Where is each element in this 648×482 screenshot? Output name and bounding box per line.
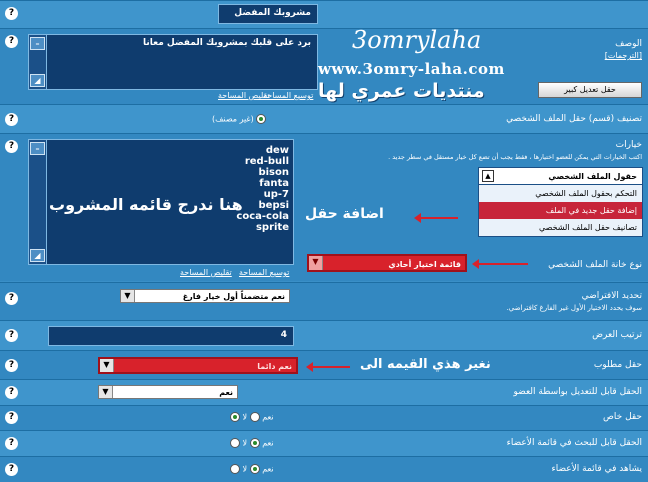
field-type-label: نوع خانة الملف الشخصي <box>548 260 642 270</box>
menu-item-add-field[interactable]: إضافة حقل جديد في الملف <box>479 202 642 219</box>
yes-radio[interactable] <box>250 412 260 422</box>
no-radio[interactable] <box>230 464 240 474</box>
expand-area-link[interactable]: توسيع المساحة <box>263 91 314 100</box>
option-item: up-7 <box>263 189 289 200</box>
help-icon[interactable]: ? <box>5 411 18 424</box>
default-value: نعم متضمناً أول خيار فارغ <box>182 292 285 301</box>
category-option-label: (غير مصنف) <box>212 114 254 124</box>
option-item: bison <box>258 167 289 178</box>
help-icon[interactable]: ? <box>5 437 18 450</box>
shrink-area-link[interactable]: تقليص المساحة <box>180 268 232 277</box>
private-label: حقل خاص <box>603 412 642 422</box>
required-value: نعم دائما <box>257 362 292 371</box>
arrow-icon <box>478 263 528 265</box>
option-item: coca-cola <box>236 211 289 222</box>
scroll-up-button[interactable]: – <box>30 142 45 155</box>
editable-label: الحقل قابل للتعديل بواسطة العضو <box>513 387 642 397</box>
option-item: bepsi <box>258 200 289 211</box>
row-required <box>0 350 648 379</box>
yes-label: نعم <box>262 464 274 474</box>
editable-value: نعم <box>219 388 233 397</box>
editable-select[interactable] <box>98 385 238 399</box>
help-icon[interactable]: ? <box>5 359 18 372</box>
collapse-icon[interactable]: ▲ <box>482 170 494 182</box>
display-order-label: ترتيب العرض <box>592 330 642 340</box>
row-searchable <box>0 430 648 456</box>
default-select[interactable] <box>120 289 290 303</box>
category-radio[interactable] <box>256 114 266 124</box>
help-icon[interactable]: ? <box>5 7 18 20</box>
no-label: لا <box>242 438 248 448</box>
row-field-type <box>0 250 648 282</box>
display-order-input[interactable]: 4 <box>48 326 294 346</box>
searchable-label: الحقل قابل للبحث في قائمة الأعضاء <box>506 438 642 448</box>
description-label: الوصف <box>615 39 642 49</box>
translations-link[interactable]: [الترجمات] <box>604 51 642 60</box>
options-textarea[interactable] <box>28 139 294 265</box>
row-default <box>0 282 648 320</box>
row-display-order <box>0 320 648 350</box>
row-private <box>0 405 648 430</box>
help-icon[interactable]: ? <box>5 35 18 48</box>
row-field-name <box>0 0 648 28</box>
description-text: برد على قلبك بمشروبك المفضل معانا <box>142 38 311 48</box>
textarea-scrollbar[interactable] <box>29 35 47 89</box>
options-label: خيارات <box>615 140 642 150</box>
help-icon[interactable]: ? <box>5 329 18 342</box>
menu-header[interactable]: حقول الملف الشخصي ▲ <box>479 168 642 185</box>
members-list-radio-group <box>230 464 274 474</box>
default-label: تحديد الافتراضي <box>581 291 642 301</box>
yes-label: نعم <box>262 438 274 448</box>
expand-area-link[interactable]: توسيع المساحة <box>239 268 290 277</box>
chevron-down-icon[interactable]: ▼ <box>100 359 114 372</box>
chevron-down-icon[interactable]: ▼ <box>121 290 135 302</box>
option-item: sprite <box>255 222 289 233</box>
field-type-select[interactable] <box>307 254 467 272</box>
add-field-annotation: اضافة حقل <box>305 206 384 222</box>
required-select[interactable] <box>98 357 298 374</box>
category-radio-group <box>212 114 266 124</box>
menu-item-manage-fields[interactable]: التحكم بحقول الملف الشخصي <box>479 185 642 202</box>
chevron-down-icon[interactable]: ▼ <box>309 256 323 270</box>
resize-handle-icon[interactable]: ◢ <box>30 249 45 262</box>
change-value-annotation: نغير هذي القيمه الى <box>360 357 491 372</box>
row-editable <box>0 379 648 405</box>
category-label: تصنيف (قسم) حقل الملف الشخصي <box>506 114 642 124</box>
default-help-text: سوف يحدد الاختيار الأول غير الفارغ كافتراضي. <box>506 304 642 312</box>
no-label: لا <box>242 412 248 422</box>
help-icon[interactable]: ? <box>5 292 18 305</box>
scroll-up-button[interactable]: – <box>30 37 45 50</box>
chevron-down-icon[interactable]: ▼ <box>99 386 113 398</box>
members-list-label: يشاهد في قائمة الأعضاء <box>551 464 642 474</box>
no-radio[interactable] <box>230 438 240 448</box>
yes-label: نعم <box>262 412 274 422</box>
description-textarea[interactable] <box>28 34 318 90</box>
option-item: red-bull <box>244 156 289 167</box>
arrow-icon <box>312 366 350 368</box>
profile-fields-menu <box>478 167 643 237</box>
watermark-url: www.3omry-laha.com <box>318 60 505 78</box>
help-icon[interactable]: ? <box>5 113 18 126</box>
resize-handle-icon[interactable]: ◢ <box>30 74 45 87</box>
options-list <box>236 145 289 233</box>
watermark-script-logo: 3omrylaha <box>352 26 482 54</box>
arrow-icon <box>420 217 458 219</box>
yes-radio[interactable] <box>250 464 260 474</box>
option-item: fanta <box>259 178 289 189</box>
help-icon[interactable]: ? <box>5 140 18 153</box>
shrink-area-link[interactable]: تقليص المساحة <box>218 91 270 100</box>
field-name-input[interactable]: مشروبك المفضل <box>218 4 318 24</box>
help-icon[interactable]: ? <box>5 386 18 399</box>
field-type-value: قائمة اختيار أحادي <box>388 260 461 269</box>
yes-radio[interactable] <box>250 438 260 448</box>
searchable-radio-group <box>230 438 274 448</box>
options-help-text: اكتب الخيارات التي يمكن للعضو اختيارها ، فقط يجب أن تضع كل خيار مستقل في سطر جديد . <box>388 153 642 161</box>
watermark-forum-name: منتديات عمري لها <box>318 80 485 102</box>
no-label: لا <box>242 464 248 474</box>
drinks-annotation: هنا ندرج قائمه المشروب <box>49 195 243 214</box>
option-item: dew <box>265 145 289 156</box>
required-label: حقل مطلوب <box>593 360 642 370</box>
big-edit-button[interactable]: حقل تعديل كبير <box>538 82 642 98</box>
menu-item-field-categories[interactable]: تصانيف حقل الملف الشخصي <box>479 219 642 236</box>
textarea-scrollbar[interactable] <box>29 140 47 264</box>
row-category <box>0 104 648 133</box>
row-members-list <box>0 456 648 482</box>
help-icon[interactable]: ? <box>5 463 18 476</box>
no-radio[interactable] <box>230 412 240 422</box>
private-radio-group <box>230 412 274 422</box>
